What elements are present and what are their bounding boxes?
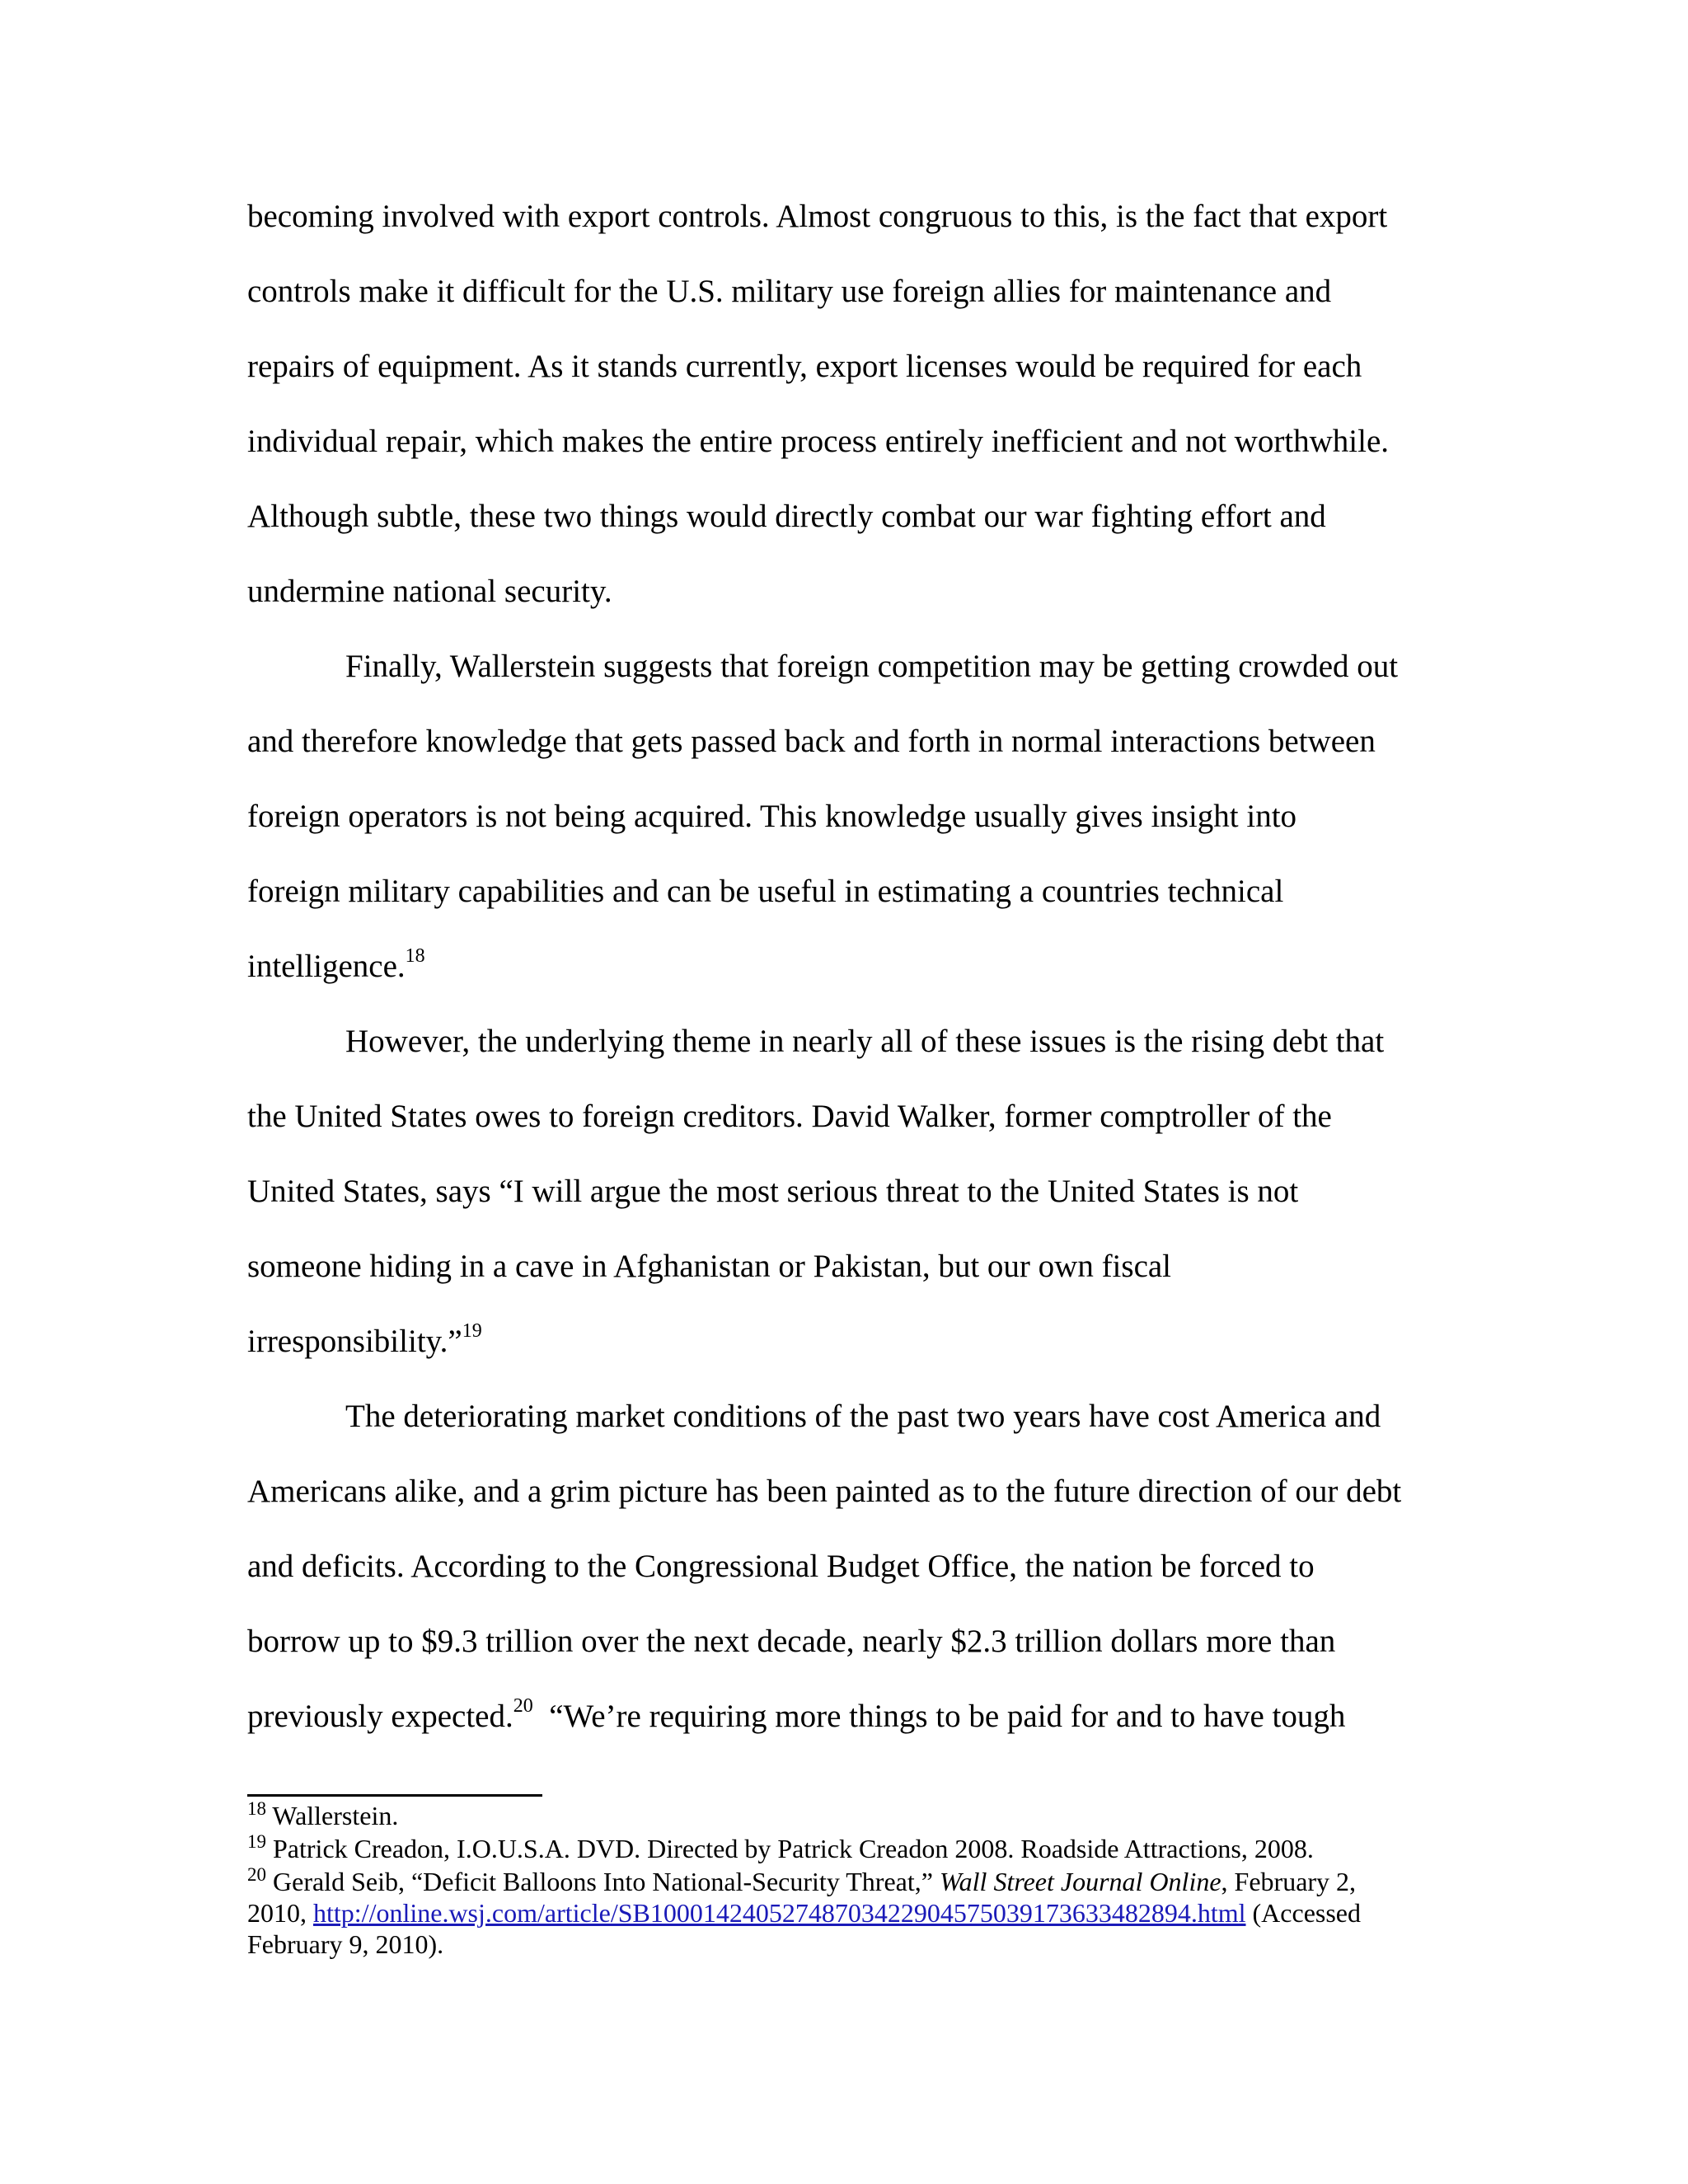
footnote-19: [247, 1832, 1314, 1865]
body-line: undermine national security.: [247, 574, 612, 609]
footnote-link[interactable]: http://online.wsj.com/article/SB10001424052748703422904575039173633482894.html: [313, 1898, 1246, 1928]
body-text: intelligence.: [247, 949, 406, 984]
footnote-ref-18[interactable]: 18: [405, 945, 425, 967]
body-line: individual repair, which makes the entire process entirely inefficient and not worthwhile.: [247, 424, 1390, 459]
footnote-source: Wall Street Journal Online: [939, 1867, 1221, 1896]
body-text: irresponsibility.”: [247, 1324, 462, 1359]
footnote-20-cont: [247, 1928, 443, 1961]
body-line: United States, says “I will argue the most serious threat to the United States is not: [247, 1174, 1299, 1209]
footnote-number: 18: [247, 1798, 266, 1819]
footnote-number: 20: [247, 1864, 266, 1885]
footnote-text: February 9, 2010).: [247, 1929, 444, 1959]
body-line: Although subtle, these two things would directly combat our war fighting effort and: [247, 499, 1326, 534]
body-text: “We’re requiring more things to be paid for and to have tough: [549, 1699, 1346, 1734]
footnote-separator: [247, 1794, 542, 1797]
footnote-text: (Accessed: [1252, 1898, 1361, 1928]
body-text: previously expected.: [247, 1699, 513, 1734]
body-line: becoming involved with export controls. Almost congruous to this, is the fact that export: [247, 199, 1388, 234]
body-line: Finally, Wallerstein suggests that foreign competition may be getting crowded out: [345, 649, 1399, 684]
body-line: Americans alike, and a grim picture has been painted as to the future direction of our debt: [247, 1474, 1402, 1509]
body-line: foreign military capabilities and can be useful in estimating a countries technical: [247, 874, 1284, 909]
footnote-text: Gerald Seib, “Deficit Balloons Into National-Security Threat,”: [273, 1867, 933, 1896]
footnote-number: 19: [247, 1831, 266, 1852]
footnote-20: [247, 1865, 1356, 1898]
body-line: The deteriorating market conditions of the past two years have cost America and: [345, 1399, 1381, 1434]
footnote-ref-19[interactable]: 19: [462, 1320, 482, 1342]
footnote-18: [247, 1799, 398, 1832]
footnote-text: Patrick Creadon, I.O.U.S.A. DVD. Directed by Patrick Creadon 2008. Roadside Attractions, 2008.: [273, 1834, 1314, 1863]
footnote-20-cont: [247, 1896, 1361, 1929]
footnote-text: 2010,: [247, 1898, 307, 1928]
body-line: and therefore knowledge that gets passed back and forth in normal interactions between: [247, 724, 1376, 759]
body-line: However, the underlying theme in nearly all of these issues is the rising debt that: [345, 1024, 1385, 1059]
body-line: someone hiding in a cave in Afghanistan or Pakistan, but our own fiscal: [247, 1249, 1172, 1284]
body-line: [247, 1321, 482, 1362]
body-line: repairs of equipment. As it stands currently, export licenses would be required for each: [247, 349, 1362, 384]
body-line: and deficits. According to the Congressional Budget Office, the nation be forced to: [247, 1549, 1315, 1584]
footnote-text: Wallerstein.: [272, 1801, 399, 1830]
body-line: borrow up to $9.3 trillion over the next decade, nearly $2.3 trillion dollars more than: [247, 1624, 1336, 1659]
body-line: the United States owes to foreign creditors. David Walker, former comptroller of the: [247, 1099, 1332, 1134]
body-line: [247, 1696, 1345, 1737]
body-line: controls make it difficult for the U.S. military use foreign allies for maintenance and: [247, 274, 1332, 309]
footnote-text: , February 2,: [1221, 1867, 1357, 1896]
footnote-ref-20[interactable]: 20: [513, 1695, 533, 1717]
body-line: foreign operators is not being acquired. This knowledge usually gives insight into: [247, 799, 1297, 834]
body-line: [247, 946, 425, 987]
